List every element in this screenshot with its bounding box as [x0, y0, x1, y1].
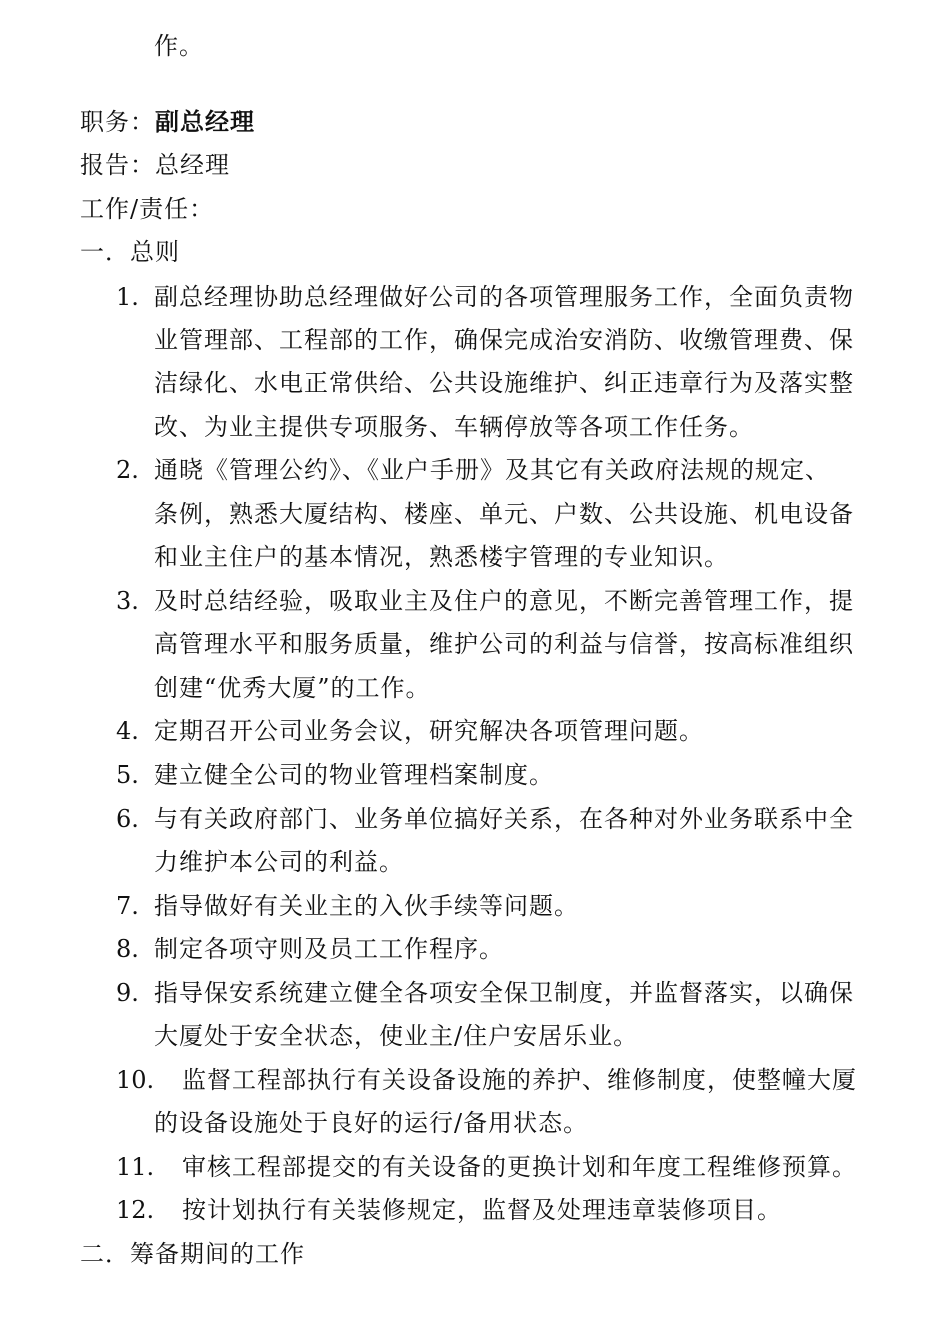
list-item-line: 改、为业主提供专项服务、车辆停放等各项工作任务。	[154, 413, 754, 441]
list-item-line: 条例，熟悉大厦结构、楼座、单元、户数、公共设施、机电设备	[154, 500, 854, 528]
section-1-heading: 一．总则	[80, 238, 180, 266]
list-item-line: 大厦处于安全状态，使业主/住户安居乐业。	[154, 1022, 639, 1050]
list-item-number: 2.	[116, 456, 139, 484]
list-item-number: 4.	[116, 717, 139, 745]
position-label: 职务：	[80, 108, 155, 136]
duties-heading: 工作/责任：	[80, 195, 215, 223]
position-line	[80, 106, 255, 138]
list-item-line: 和业主住户的基本情况，熟悉楼宇管理的专业知识。	[154, 543, 729, 571]
list-item-line: 洁绿化、水电正常供给、公共设施维护、纠正违章行为及落实整	[154, 369, 854, 397]
list-item-line: 业管理部、工程部的工作，确保完成治安消防、收缴管理费、保	[154, 326, 854, 354]
list-item-line: 创建“优秀大厦”的工作。	[154, 674, 431, 702]
list-item-line: 监督工程部执行有关设备设施的养护、维修制度，使整幢大厦	[182, 1066, 857, 1094]
list-item-line: 按计划执行有关装修规定，监督及处理违章装修项目。	[182, 1196, 782, 1224]
list-item-number: 7.	[116, 892, 139, 920]
list-item-line: 制定各项守则及员工工作程序。	[154, 935, 504, 963]
list-item-number: 5.	[116, 761, 139, 789]
list-item-number: 8.	[116, 935, 139, 963]
position-value: 副总经理	[155, 107, 255, 136]
list-item-line: 高管理水平和服务质量，维护公司的利益与信誉，按高标准组织	[154, 630, 854, 658]
list-item-number: 1.	[116, 283, 139, 311]
list-item-number: 10.	[116, 1066, 155, 1094]
list-item-line: 的设备设施处于良好的运行/备用状态。	[154, 1109, 589, 1137]
list-item-line: 与有关政府部门、业务单位搞好关系，在各种对外业务联系中全	[154, 805, 854, 833]
list-item-line: 及时总结经验，吸取业主及住户的意见，不断完善管理工作，提	[154, 587, 854, 615]
list-item-line: 审核工程部提交的有关设备的更换计划和年度工程维修预算。	[182, 1153, 857, 1181]
list-item-line: 建立健全公司的物业管理档案制度。	[154, 761, 554, 789]
section-2-heading: 二．筹备期间的工作	[80, 1240, 305, 1268]
list-item-line: 指导保安系统建立健全各项安全保卫制度，并监督落实，以确保	[154, 979, 854, 1007]
report-to-line: 报告：总经理	[80, 151, 230, 179]
list-item-line: 定期召开公司业务会议，研究解决各项管理问题。	[154, 717, 704, 745]
list-item-line: 通晓《管理公约》、《业户手册》及其它有关政府法规的规定、	[154, 456, 830, 484]
list-item-number: 3.	[116, 587, 139, 615]
list-item-number: 11.	[116, 1153, 155, 1181]
list-item-line: 副总经理协助总经理做好公司的各项管理服务工作，全面负责物	[154, 283, 854, 311]
list-item-number: 6.	[116, 805, 139, 833]
intro-tail-text: 作。	[154, 32, 204, 60]
list-item-line: 力维护本公司的利益。	[154, 848, 404, 876]
list-item-line: 指导做好有关业主的入伙手续等问题。	[154, 892, 579, 920]
list-item-number: 12.	[116, 1196, 155, 1224]
list-item-number: 9.	[116, 979, 139, 1007]
